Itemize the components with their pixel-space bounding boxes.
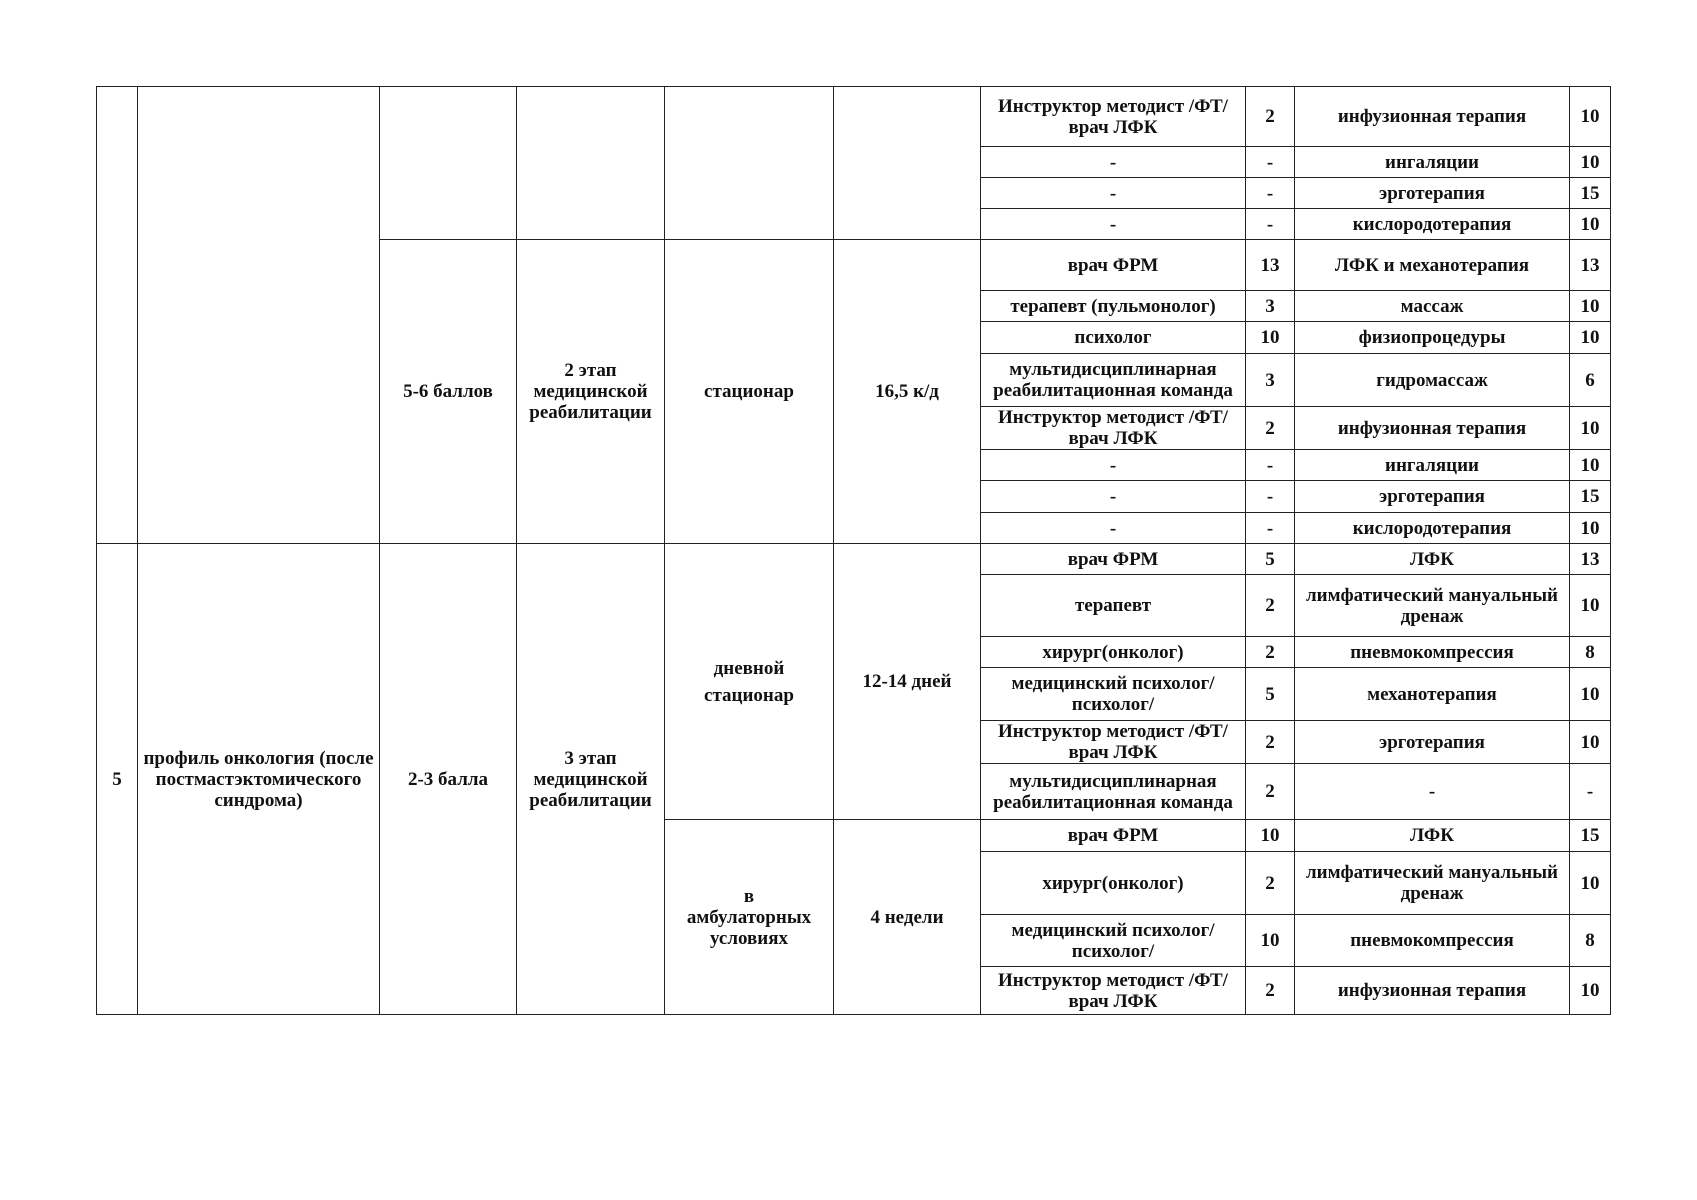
staff-role: врач ФРМ — [981, 544, 1246, 575]
score-cell: 5-6 баллов — [380, 240, 517, 544]
staff-role: - — [981, 209, 1246, 240]
staff-role: Инструктор методист /ФТ/врач ЛФК — [981, 407, 1246, 450]
staff-count: - — [1246, 209, 1295, 240]
sessions: 10 — [1570, 721, 1611, 764]
staff-count: 3 — [1246, 291, 1295, 322]
sessions: 15 — [1570, 820, 1611, 852]
staff-count: - — [1246, 178, 1295, 209]
duration-cell: 12-14 дней — [834, 544, 981, 820]
staff-count: 3 — [1246, 354, 1295, 407]
staff-count: - — [1246, 481, 1295, 513]
duration-cell: 16,5 к/д — [834, 240, 981, 544]
procedure: ЛФК — [1295, 820, 1570, 852]
staff-count: 5 — [1246, 544, 1295, 575]
staff-count: 2 — [1246, 764, 1295, 820]
staff-count: 10 — [1246, 820, 1295, 852]
procedure: ЛФК и механотерапия — [1295, 240, 1570, 291]
staff-role: медицинский психолог/психолог/ — [981, 915, 1246, 967]
staff-role: мультидисциплинарная реабилитационная команда — [981, 354, 1246, 407]
sessions: 10 — [1570, 209, 1611, 240]
staff-count: 5 — [1246, 668, 1295, 721]
sessions: 15 — [1570, 481, 1611, 513]
sessions: 10 — [1570, 407, 1611, 450]
sessions: 13 — [1570, 544, 1611, 575]
procedure: гидромассаж — [1295, 354, 1570, 407]
staff-count: 2 — [1246, 721, 1295, 764]
staff-count: 2 — [1246, 967, 1295, 1015]
procedure: кислородотерапия — [1295, 513, 1570, 544]
duration-cell: 4 недели — [834, 820, 981, 1015]
procedure: ингаляции — [1295, 450, 1570, 481]
sessions: 10 — [1570, 575, 1611, 637]
sessions: - — [1570, 764, 1611, 820]
staff-count: 2 — [1246, 407, 1295, 450]
profile-cell — [138, 87, 380, 544]
staff-count: 2 — [1246, 637, 1295, 668]
duration-cell — [834, 87, 981, 240]
procedure: лимфатический мануальный дренаж — [1295, 575, 1570, 637]
stage-cell — [517, 87, 665, 240]
sessions: 10 — [1570, 87, 1611, 147]
staff-count: 13 — [1246, 240, 1295, 291]
staff-count: - — [1246, 450, 1295, 481]
procedure: - — [1295, 764, 1570, 820]
procedure: эрготерапия — [1295, 178, 1570, 209]
procedure: пневмокомпрессия — [1295, 915, 1570, 967]
staff-role: Инструктор методист /ФТ/врач ЛФК — [981, 967, 1246, 1015]
procedure: инфузионная терапия — [1295, 967, 1570, 1015]
staff-role: Инструктор методист /ФТ/врач ЛФК — [981, 87, 1246, 147]
staff-role: хирург(онколог) — [981, 637, 1246, 668]
number-cell: 5 — [97, 544, 138, 1015]
stage-cell: 3 этап медицинской реабилитации — [517, 544, 665, 1015]
setting-cell: стационар — [665, 240, 834, 544]
staff-role: терапевт (пульмонолог) — [981, 291, 1246, 322]
procedure: эрготерапия — [1295, 721, 1570, 764]
sessions: 10 — [1570, 852, 1611, 915]
staff-count: 10 — [1246, 322, 1295, 354]
sessions: 8 — [1570, 637, 1611, 668]
stage-cell: 2 этап медицинской реабилитации — [517, 240, 665, 544]
staff-role: - — [981, 450, 1246, 481]
sessions: 10 — [1570, 967, 1611, 1015]
staff-count: - — [1246, 513, 1295, 544]
staff-role: врач ФРМ — [981, 820, 1246, 852]
staff-role: - — [981, 178, 1246, 209]
procedure: лимфатический мануальный дренаж — [1295, 852, 1570, 915]
table-row — [97, 544, 1611, 575]
setting-cell: в амбулаторных условиях — [665, 820, 834, 1015]
procedure: механотерапия — [1295, 668, 1570, 721]
procedure: массаж — [1295, 291, 1570, 322]
staff-count: 2 — [1246, 852, 1295, 915]
staff-count: 2 — [1246, 87, 1295, 147]
sessions: 10 — [1570, 668, 1611, 721]
staff-role: терапевт — [981, 575, 1246, 637]
staff-role: мультидисциплинарная реабилитационная команда — [981, 764, 1246, 820]
sessions: 10 — [1570, 147, 1611, 178]
sessions: 10 — [1570, 291, 1611, 322]
procedure: ингаляции — [1295, 147, 1570, 178]
procedure: инфузионная терапия — [1295, 407, 1570, 450]
score-cell: 2-3 балла — [380, 544, 517, 1015]
staff-count: 10 — [1246, 915, 1295, 967]
staff-role: хирург(онколог) — [981, 852, 1246, 915]
staff-role: - — [981, 481, 1246, 513]
rehabilitation-table — [96, 86, 1611, 1015]
sessions: 6 — [1570, 354, 1611, 407]
table-row — [97, 87, 1611, 147]
score-cell — [380, 87, 517, 240]
setting-cell — [665, 87, 834, 240]
staff-role: медицинский психолог/психолог/ — [981, 668, 1246, 721]
procedure: пневмокомпрессия — [1295, 637, 1570, 668]
procedure: ЛФК — [1295, 544, 1570, 575]
sessions: 13 — [1570, 240, 1611, 291]
staff-role: - — [981, 513, 1246, 544]
profile-cell: профиль онкология (после постмастэктомического синдрома) — [138, 544, 380, 1015]
staff-role: Инструктор методист /ФТ/врач ЛФК — [981, 721, 1246, 764]
setting-cell: дневной стационар — [665, 544, 834, 820]
sessions: 15 — [1570, 178, 1611, 209]
sessions: 10 — [1570, 513, 1611, 544]
procedure: инфузионная терапия — [1295, 87, 1570, 147]
staff-count: - — [1246, 147, 1295, 178]
procedure: физиопроцедуры — [1295, 322, 1570, 354]
staff-role: врач ФРМ — [981, 240, 1246, 291]
staff-role: - — [981, 147, 1246, 178]
staff-role: психолог — [981, 322, 1246, 354]
sessions: 10 — [1570, 450, 1611, 481]
number-cell — [97, 87, 138, 544]
staff-count: 2 — [1246, 575, 1295, 637]
procedure: кислородотерапия — [1295, 209, 1570, 240]
procedure: эрготерапия — [1295, 481, 1570, 513]
sessions: 10 — [1570, 322, 1611, 354]
sessions: 8 — [1570, 915, 1611, 967]
